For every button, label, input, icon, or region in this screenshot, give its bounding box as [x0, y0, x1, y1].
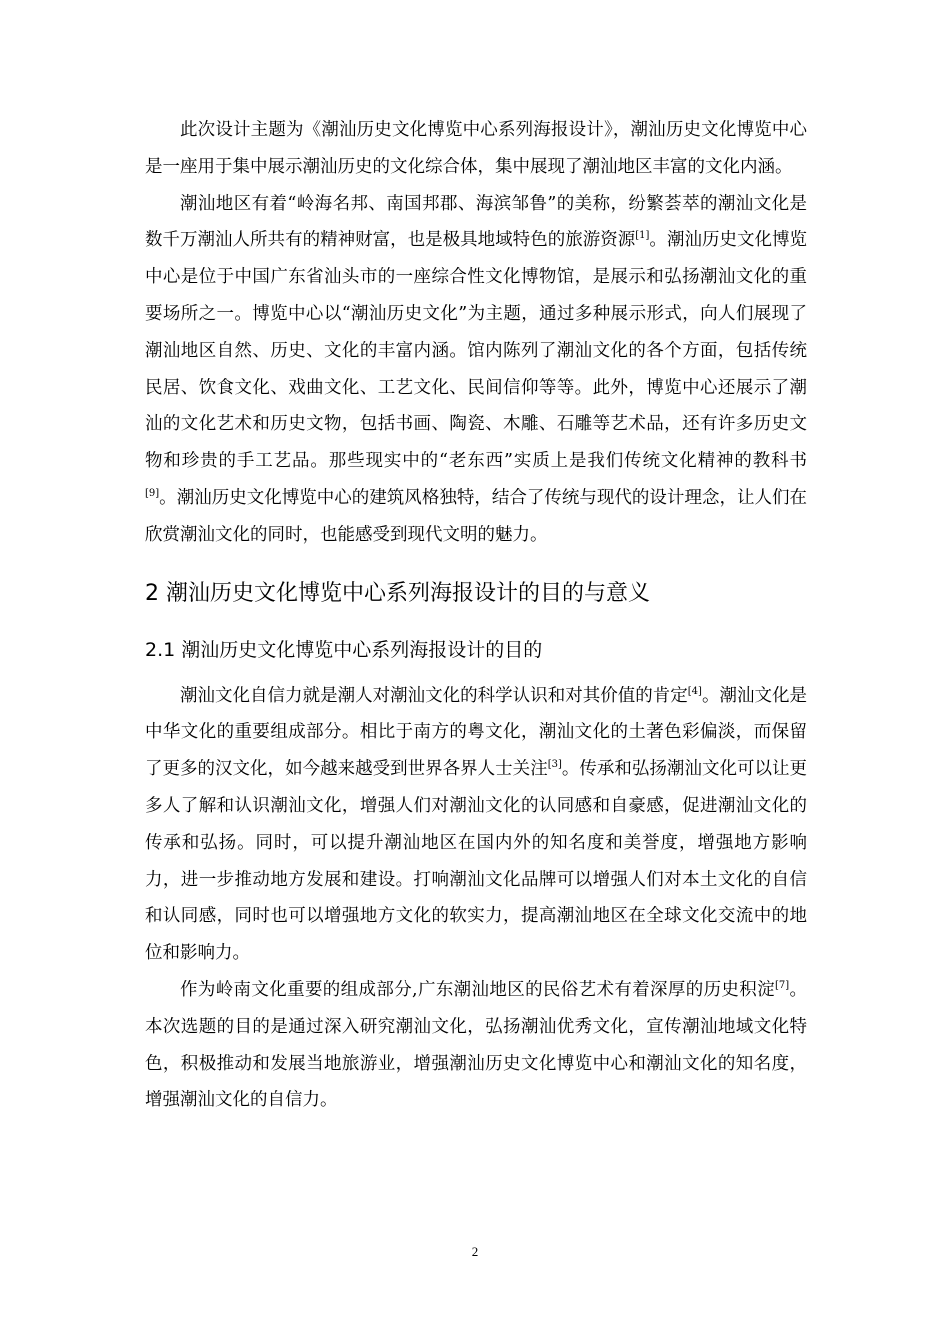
subsection-heading [145, 624, 807, 676]
paragraph-intro: 此次设计主题为《潮汕历史文化博览中心系列海报设计》，潮汕历史文化博览中心是一座用于集中展示潮汕历史的文化综合体，集中展现了潮汕地区丰富的文化内涵。 [145, 120, 807, 177]
section-number: 2 [145, 580, 159, 606]
citation-ref: [4] [687, 685, 702, 697]
paragraph-purpose [145, 972, 807, 1119]
paragraph-text: 。潮汕历史文化博览中心的建筑风格独特，结合了传统与现代的设计理念，让人们在欣赏潮汕文化的同时，也能感受到现代文明的魅力。 [145, 487, 807, 545]
citation-ref: [7] [774, 980, 790, 992]
paragraph-cultural-confidence [145, 678, 807, 972]
paragraph-region-culture [145, 186, 807, 554]
section-heading [145, 564, 807, 624]
paragraph-text: 。传承和弘扬潮汕文化可以让更多人了解和认识潮汕文化，增强人们对潮汕文化的认同感和自豪感，促进潮汕文化的传承和弘扬。同时，可以提升潮汕地区在国内外的知名度和美誉度，增强地方影响力，进一步推动地方发展和建设。打响潮汕文化品牌可以增强人们对本土文化的自信和认同感，同时也可以增强地方文化的软实力，提高潮汕地区在全球文化交流中的地位和影响力。 [145, 759, 807, 964]
paragraph-text: 潮汕地区有着“岭海名邦、南国邦郡、海滨邹鲁”的美称，纷繁荟萃的潮汕文化是数千万潮汕人所共有的精神财富，也是极具地域特色的旅游资源 [145, 193, 807, 251]
page-number: 2 [471, 1244, 479, 1259]
paragraph-text: 。本次选题的目的是通过深入研究潮汕文化，弘扬潮汕优秀文化，宣传潮汕地域文化特色，积极推动和发展当地旅游业，增强潮汕历史文化博览中心和潮汕文化的知名度，增强潮汕文化的自信力。 [145, 979, 808, 1111]
citation-ref: [3] [547, 759, 562, 771]
subsection-number: 2.1 [145, 638, 176, 661]
section-title: 潮汕历史文化博览中心系列海报设计的目的与意义 [166, 580, 651, 606]
paragraph-text: 作为岭南文化重要的组成部分,广东潮汕地区的民俗艺术有着深厚的历史积淀 [180, 979, 775, 1000]
paragraph-text: 。潮汕历史文化博览中心是位于中国广东省汕头市的一座综合性文化博物馆，是展示和弘扬潮汕文化的重要场所之一。博览中心以“潮汕历史文化”为主题，通过多种展示形式，向人们展现了潮汕地区自然、历史、文化的丰富内涵。馆内陈列了潮汕文化的各个方面，包括传统民居、饮食文化、戏曲文化、工艺文化、民间信仰等等。此外，博览中心还展示了潮汕的文化艺术和历史文物，包括书画、陶瓷、木雕、石雕等艺术品，还有许多历史文物和珍贵的手工艺品。那些现实中的“老东西”实质上是我们传统文化精神的教科书 [145, 230, 808, 472]
paragraph-text: 。潮汕文化是中华文化的重要组成部分。相比于南方的粤文化，潮汕文化的土著色彩偏淡，而保留了更多的汉文化，如今越来越受到世界各界人士关注 [145, 685, 808, 780]
citation-ref: [1] [635, 230, 650, 242]
page-content [145, 112, 807, 1119]
paragraph-text: 潮汕文化自信力就是潮人对潮汕文化的科学认识和对其价值的肯定 [180, 685, 688, 706]
subsection-title: 潮汕历史文化博览中心系列海报设计的目的 [181, 638, 543, 661]
citation-ref: [9] [145, 488, 160, 500]
